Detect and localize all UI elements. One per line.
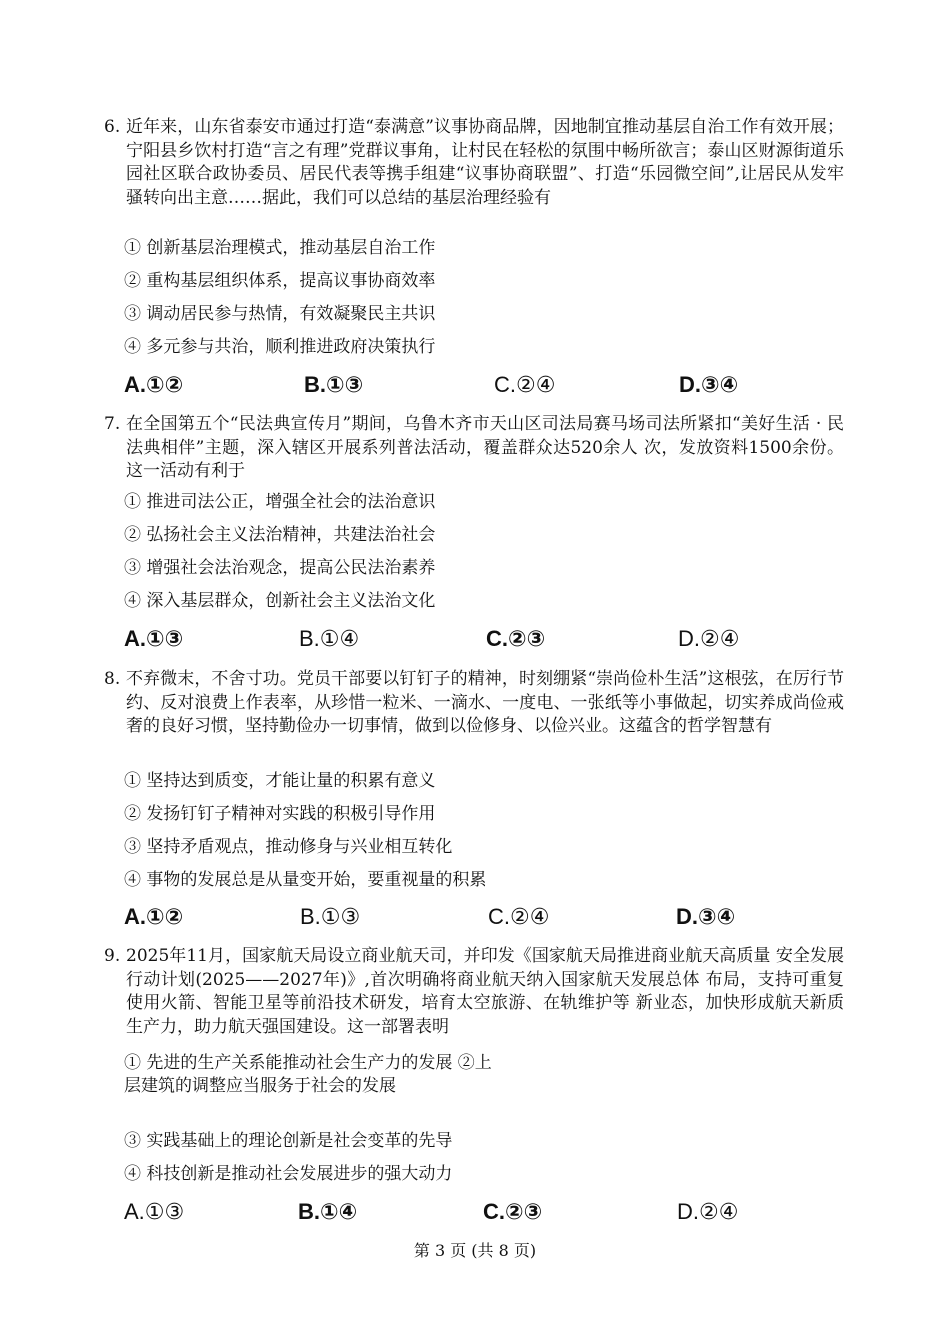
option-3: ③ 坚持矛盾观点，推动修身与兴业相互转化 (124, 837, 453, 857)
question-stem (104, 945, 844, 1039)
question-text: 2025年11月，国家航天局设立商业航天司，并印发《国家航天局推进商业航天高质量 安全发展行动计划(2025——2027年)》,首次明确将商业航天纳入国家航天发展总体 布局，支持可重复使用火箭、智能卫星等前沿技术研发，培育太空旅游、在轨维护等 新业态，加快形成航天新质生产力，助力航天强国建设。这一部署表明 (126, 946, 844, 1037)
answer-c: C.②③ (486, 626, 546, 651)
question-9 (104, 945, 844, 1039)
option-1: ① 创新基层治理模式，推动基层自治工作 (124, 238, 436, 258)
answer-a: A.①③ (124, 626, 184, 651)
question-stem (104, 668, 844, 739)
option-1: ① 坚持达到质变，才能让量的积累有意义 (124, 771, 436, 791)
answer-d: D.③④ (679, 372, 739, 397)
answer-d: D.②④ (677, 1199, 739, 1224)
question-6 (104, 116, 844, 210)
option-2: ② 弘扬社会主义法治精神，共建法治社会 (124, 525, 436, 545)
option-3: ③ 调动居民参与热情，有效凝聚民主共识 (124, 304, 436, 324)
question-number: 7. (104, 414, 121, 434)
option-3: ③ 增强社会法治观念，提高公民法治素养 (124, 558, 436, 578)
option-4: ④ 深入基层群众，创新社会主义法治文化 (124, 591, 436, 611)
question-stem (104, 116, 844, 210)
answer-c: C.②③ (483, 1199, 543, 1224)
question-stem (104, 413, 844, 484)
option-1: ① 推进司法公正，增强全社会的法治意识 (124, 492, 436, 512)
answer-c: C.②④ (488, 904, 550, 929)
answer-b: B.①③ (304, 372, 364, 397)
option-4: ④ 多元参与共治，顺利推进政府决策执行 (124, 337, 436, 357)
question-text: 在全国第五个“民法典宣传月”期间，乌鲁木齐市天山区司法局赛马场司法所紧扣“美好生活 · 民法典相伴”主题，深入辖区开展系列普法活动，覆盖群众达520余人 次，发放资料1500余份。这一活动有利于 (126, 414, 844, 481)
option-2: ② 发扬钉钉子精神对实践的积极引导作用 (124, 804, 436, 824)
page-footer: 第 3 页 (共 8 页) (413, 1241, 537, 1260)
question-number: 8. (104, 669, 121, 689)
question-7 (104, 413, 844, 484)
answer-b: B.①④ (298, 1199, 358, 1224)
question-number: 6. (104, 117, 121, 137)
answer-d: D.③④ (676, 904, 736, 929)
question-number: 9. (104, 946, 121, 966)
answer-b: B.①③ (300, 904, 361, 929)
question-text: 不弃微末，不舍寸功。党员干部要以钉钉子的精神，时刻绷紧“崇尚俭朴生活”这根弦，在厉行节约、反对浪费上作表率，从珍惜一粒米、一滴水、一度电、一张纸等小事做起，切实养成尚俭戒奢的良好习惯，坚持勤俭办一切事情，做到以俭修身、以俭兴业。这蕴含的哲学智慧有 (126, 669, 844, 736)
question-8 (104, 668, 844, 739)
option-4: ④ 事物的发展总是从量变开始，要重视量的积累 (124, 870, 487, 890)
answer-a: A.①② (124, 904, 184, 929)
option-1-2: ① 先进的生产关系能推动社会生产力的发展 ②上层建筑的调整应当服务于社会的发展 (124, 1053, 492, 1096)
answer-c: C.②④ (494, 372, 556, 397)
answer-b: B.①④ (299, 626, 360, 651)
answer-a: A.①③ (124, 1199, 185, 1224)
answer-a: A.①② (124, 372, 184, 397)
option-3: ③ 实践基础上的理论创新是社会变革的先导 (124, 1131, 453, 1151)
option-4: ④ 科技创新是推动社会发展进步的强大动力 (124, 1164, 453, 1184)
question-text: 近年来，山东省泰安市通过打造“泰满意”议事协商品牌，因地制宜推动基层自治工作有效开展；宁阳县乡饮村打造“言之有理”党群议事角，让村民在轻松的氛围中畅所欲言；泰山区财源街道乐园社区联合政协委员、居民代表等携手组建“议事协商联盟”、打造“乐园微空间”,让居民从发牢骚转向出主意……据此，我们可以总结的基层治理经验有 (126, 117, 844, 208)
answer-d: D.②④ (678, 626, 740, 651)
option-2: ② 重构基层组织体系，提高议事协商效率 (124, 271, 436, 291)
